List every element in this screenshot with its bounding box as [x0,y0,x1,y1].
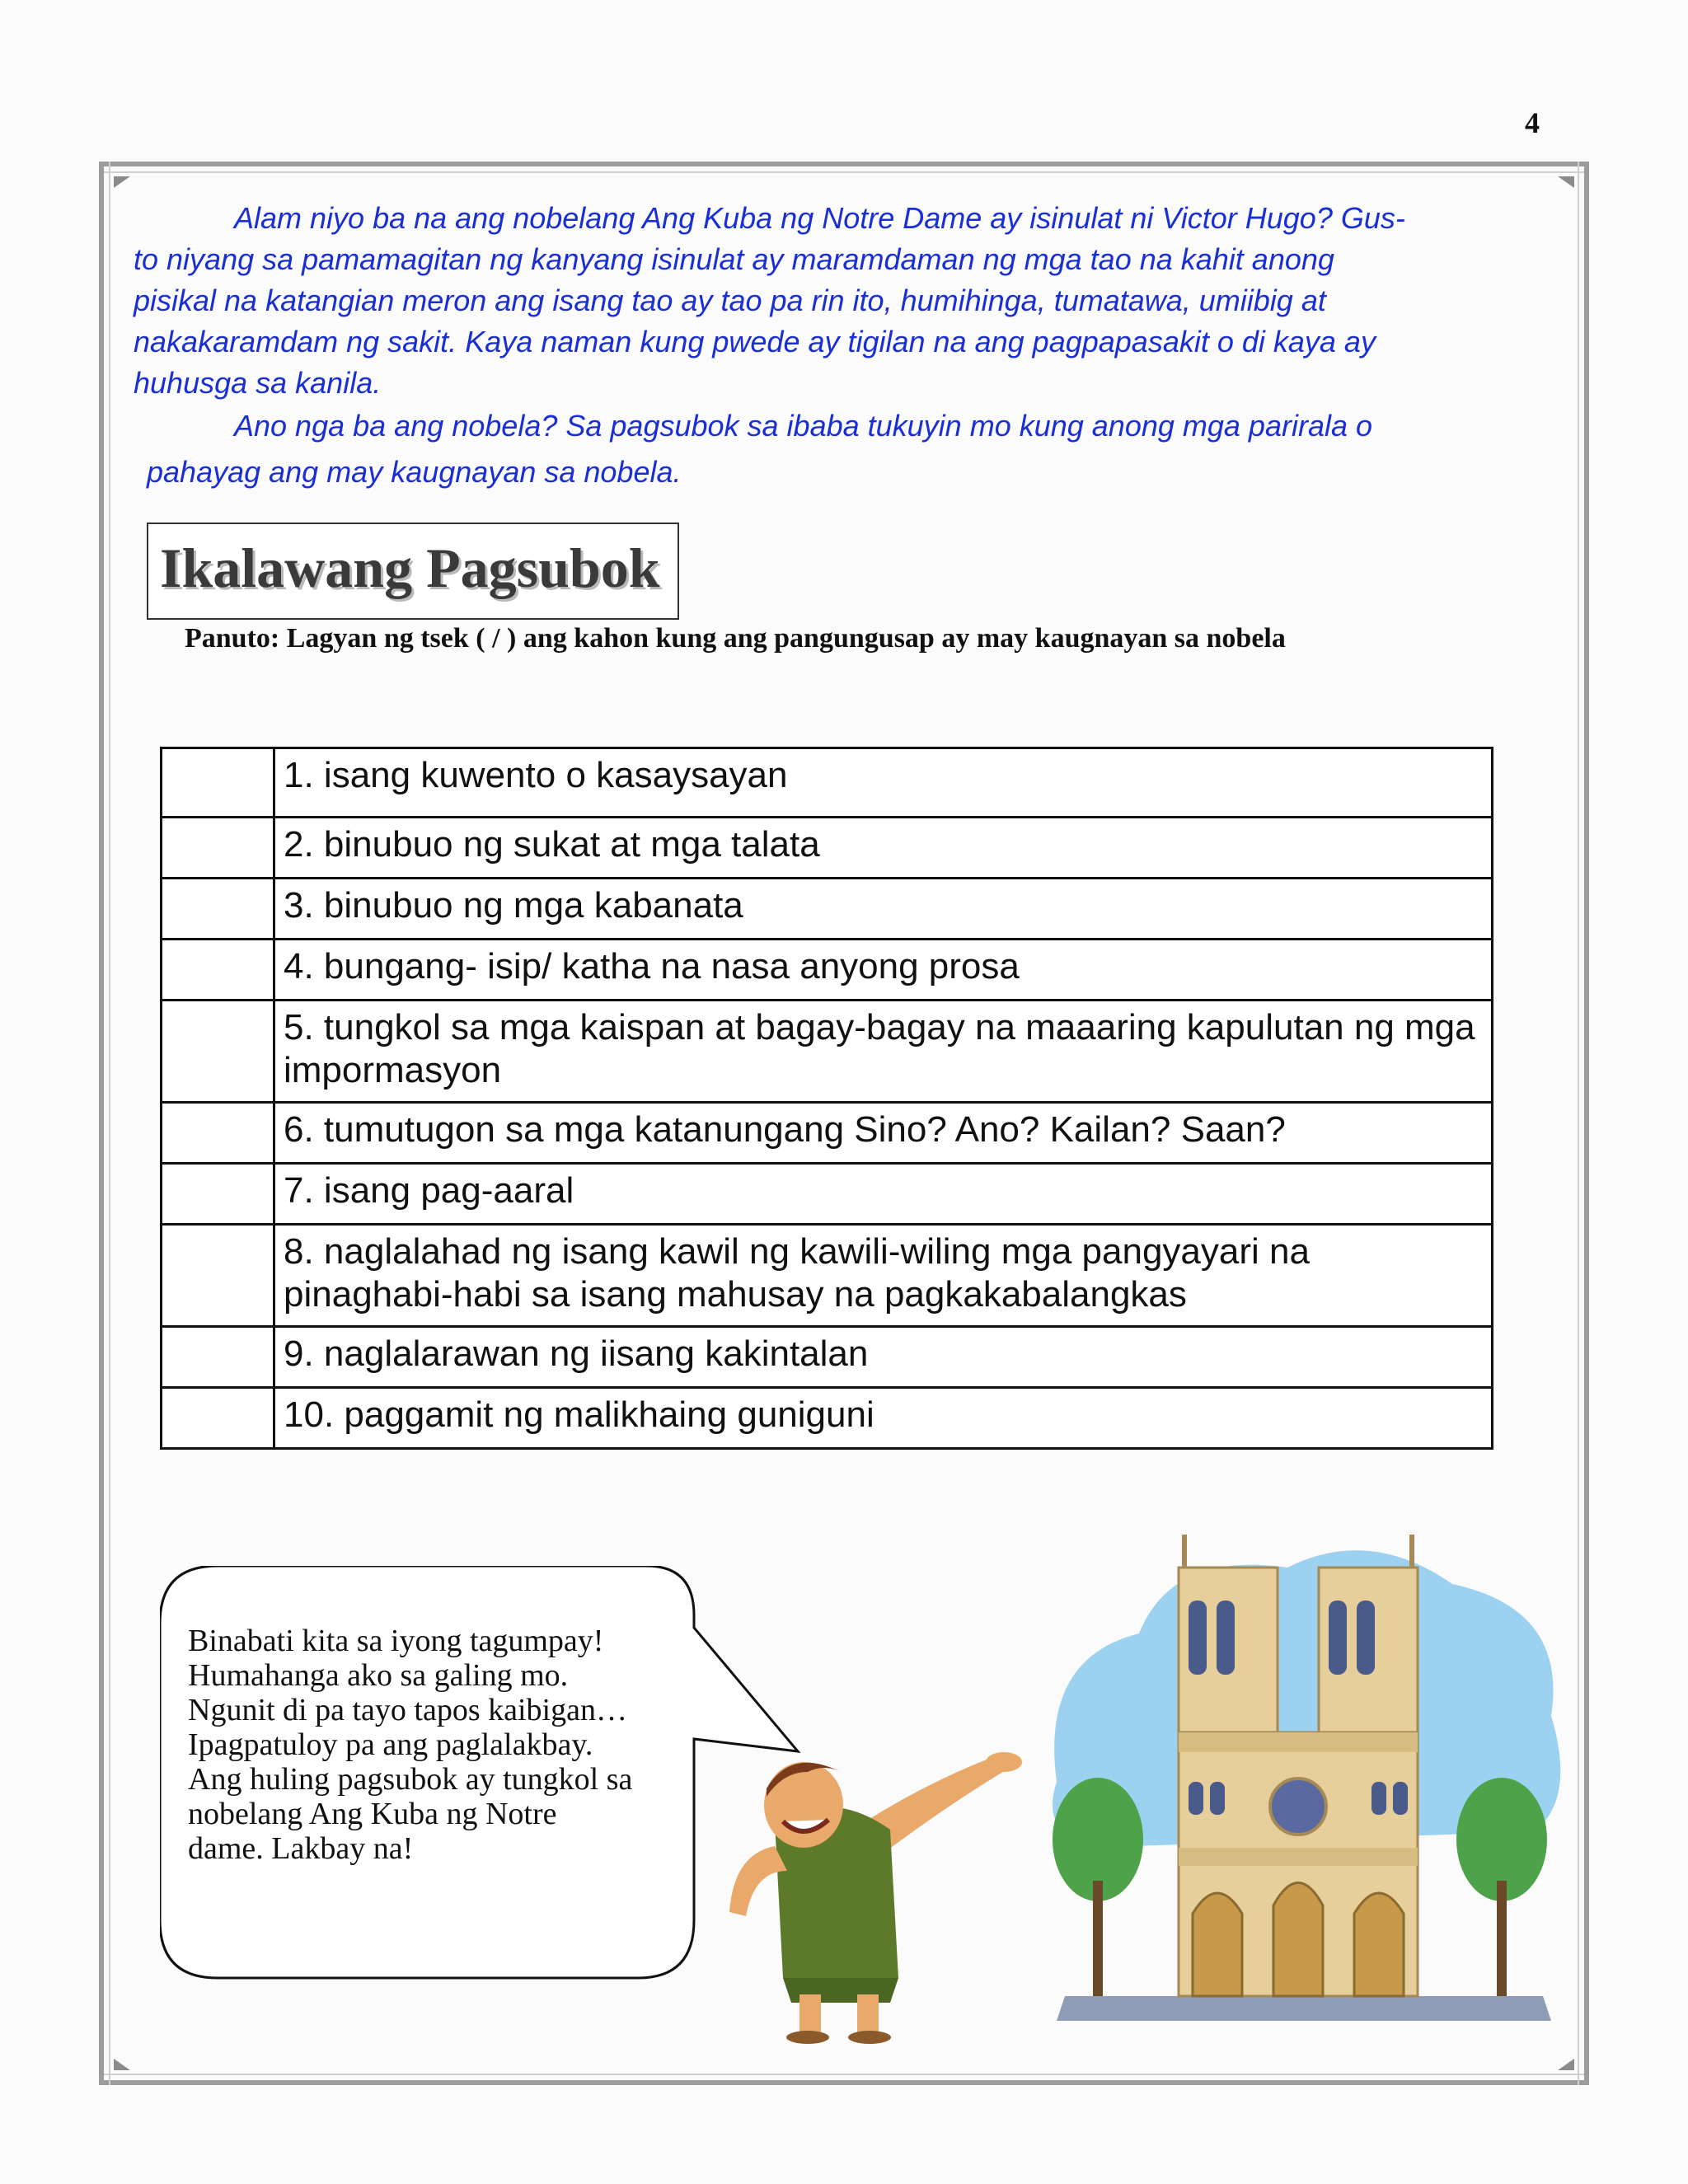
section-title: Ikalawang Pagsubok [160,537,660,599]
check-box[interactable] [162,1103,274,1164]
speech-bubble [160,1566,694,1978]
bubble-line: nobelang Ang Kuba ng Notre [188,1797,557,1831]
item-text: 6. tumutugon sa mga katanungang Sino? Ano? Kailan? Saan? [274,1103,1493,1164]
page-number: 4 [1525,106,1540,139]
bubble-line: Ipagpatuloy pa ang paglalakbay. [188,1727,593,1762]
intro-paragraph-2-cont: pahayag ang may kaugnayan sa nobela. [147,455,682,489]
hunchback-character-illustration [725,1731,1022,2044]
section-title-box [147,523,679,620]
check-box[interactable] [162,1388,274,1449]
item-text: 5. tungkol sa mga kaispan at bagay-bagay na maaaring kapulutan ng mga impormasyon [274,1001,1493,1103]
intro-text [134,198,1559,493]
check-box[interactable] [162,879,274,940]
check-box[interactable] [162,1327,274,1388]
bubble-line: Binabati kita sa iyong tagumpay! [188,1624,604,1658]
table-row [162,940,1493,1001]
notre-dame-cathedral-illustration [1040,1535,1568,2021]
instruction-text: Panuto: Lagyan ng tsek ( / ) ang kahon kung ang pangungusap ay may kaugnayan sa nobela [185,623,1286,654]
item-text: 2. binubuo ng sukat at mga talata [274,818,1493,879]
table-row [162,1388,1493,1449]
intro-line: huhusga sa kanila. [134,366,382,400]
bubble-text [188,1624,682,1866]
item-text: 4. bungang- isip/ katha na nasa anyong prosa [274,940,1493,1001]
check-box[interactable] [162,940,274,1001]
intro-line: to niyang sa pamamagitan ng kanyang isinulat ay maramdaman ng mga tao na kahit anong [134,242,1334,276]
table-row [162,1164,1493,1225]
check-box[interactable] [162,1164,274,1225]
table-row [162,818,1493,879]
intro-line: pisikal na katangian meron ang isang tao ay tao pa rin ito, humihinga, tumatawa, umiibig at [134,284,1326,317]
checklist-table [160,747,1493,1450]
check-box[interactable] [162,1001,274,1103]
intro-paragraph-1-first: Alam niyo ba na ang nobelang Ang Kuba ng Notre Dame ay isinulat ni Victor Hugo? Gus- [234,201,1405,235]
table-row [162,1327,1493,1388]
item-text: 8. naglalahad ng isang kawil ng kawili-wiling mga pangyayari na pinaghabi-habi sa isang mahusay na pagkakabalangkas [274,1225,1493,1327]
table-row [162,748,1493,818]
item-text: 10. paggamit ng malikhaing guniguni [274,1388,1493,1449]
intro-paragraph-2: Ano nga ba ang nobela? Sa pagsubok sa ibaba tukuyin mo kung anong mga parirala o [234,409,1373,443]
item-text: 1. isang kuwento o kasaysayan [274,748,1493,818]
table-row [162,879,1493,940]
bubble-line: Ngunit di pa tayo tapos kaibigan… [188,1693,627,1727]
table-row [162,1001,1493,1103]
intro-line: nakakaramdam ng sakit. Kaya naman kung pwede ay tigilan na ang pagpapasakit o di kaya ay [134,325,1376,359]
bubble-line: dame. Lakbay na! [188,1831,414,1866]
item-text: 7. isang pag-aaral [274,1164,1493,1225]
table-row [162,1225,1493,1327]
table-row [162,1103,1493,1164]
check-box[interactable] [162,748,274,818]
bubble-line: Ang huling pagsubok ay tungkol sa [188,1762,633,1797]
check-box[interactable] [162,1225,274,1327]
item-text: 3. binubuo ng mga kabanata [274,879,1493,940]
item-text: 9. naglalarawan ng iisang kakintalan [274,1327,1493,1388]
bubble-line: Humahanga ako sa galing mo. [188,1658,569,1693]
check-box[interactable] [162,818,274,879]
